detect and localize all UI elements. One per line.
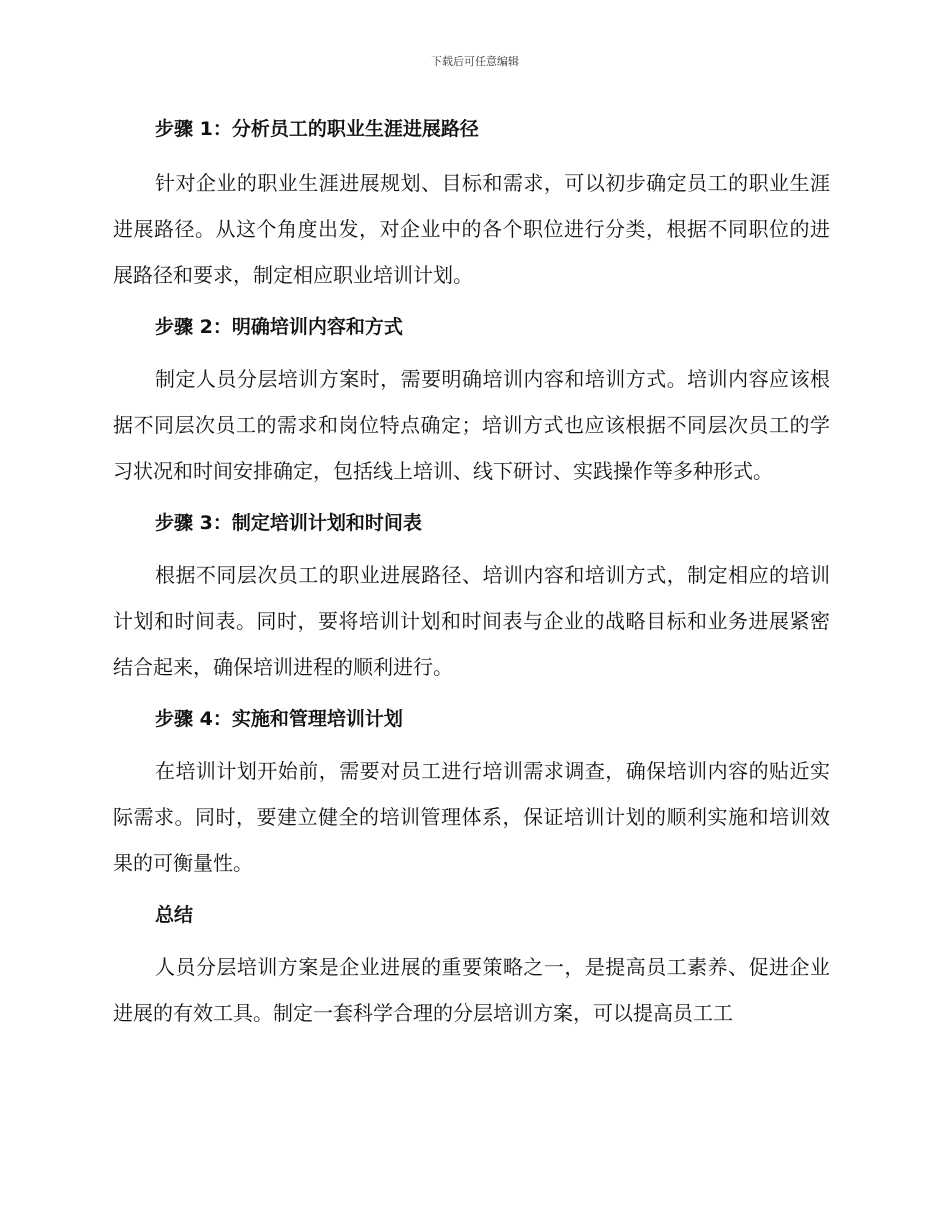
section-paragraph-step-1: 针对企业的职业生涯进展规划、目标和需求，可以初步确定员工的职业生涯进展路径。从这个角度出发，对企业中的各个职位进行分类，根据不同职位的进展路径和要求，制定相应职业培训计划。 — [113, 171, 830, 287]
section-heading-step-1: 步骤 1：分析员工的职业生涯进展路径 — [155, 118, 479, 140]
section-heading-step-2: 步骤 2：明确培训内容和方式 — [155, 316, 403, 338]
section-paragraph-step-2: 制定人员分层培训方案时，需要明确培训内容和培训方式。培训内容应该根据不同层次员工的需求和岗位特点确定；培训方式也应该根据不同层次员工的学习状况和时间安排确定，包括线上培训、线下研讨、实践操作等多种形式。 — [113, 367, 830, 483]
section-paragraph-summary: 人员分层培训方案是企业进展的重要策略之一，是提高员工素养、促进企业进展的有效工具。制定一套科学合理的分层培训方案，可以提高员工工 — [113, 955, 830, 1025]
page-header: 下载后可任意编辑 — [431, 55, 519, 68]
section-paragraph-step-4: 在培训计划开始前，需要对员工进行培训需求调查，确保培训内容的贴近实际需求。同时，要建立健全的培训管理体系，保证培训计划的顺利实施和培训效果的可衡量性。 — [113, 759, 830, 875]
section-heading-summary: 总结 — [155, 904, 194, 926]
section-heading-step-3: 步骤 3：制定培训计划和时间表 — [155, 512, 422, 534]
section-heading-step-4: 步骤 4：实施和管理培训计划 — [155, 708, 403, 730]
document-body — [113, 112, 830, 1036]
section-paragraph-step-3: 根据不同层次员工的职业进展路径、培训内容和培训方式，制定相应的培训计划和时间表。同时，要将培训计划和时间表与企业的战略目标和业务进展紧密结合起来，确保培训进程的顺利进行。 — [113, 563, 830, 679]
